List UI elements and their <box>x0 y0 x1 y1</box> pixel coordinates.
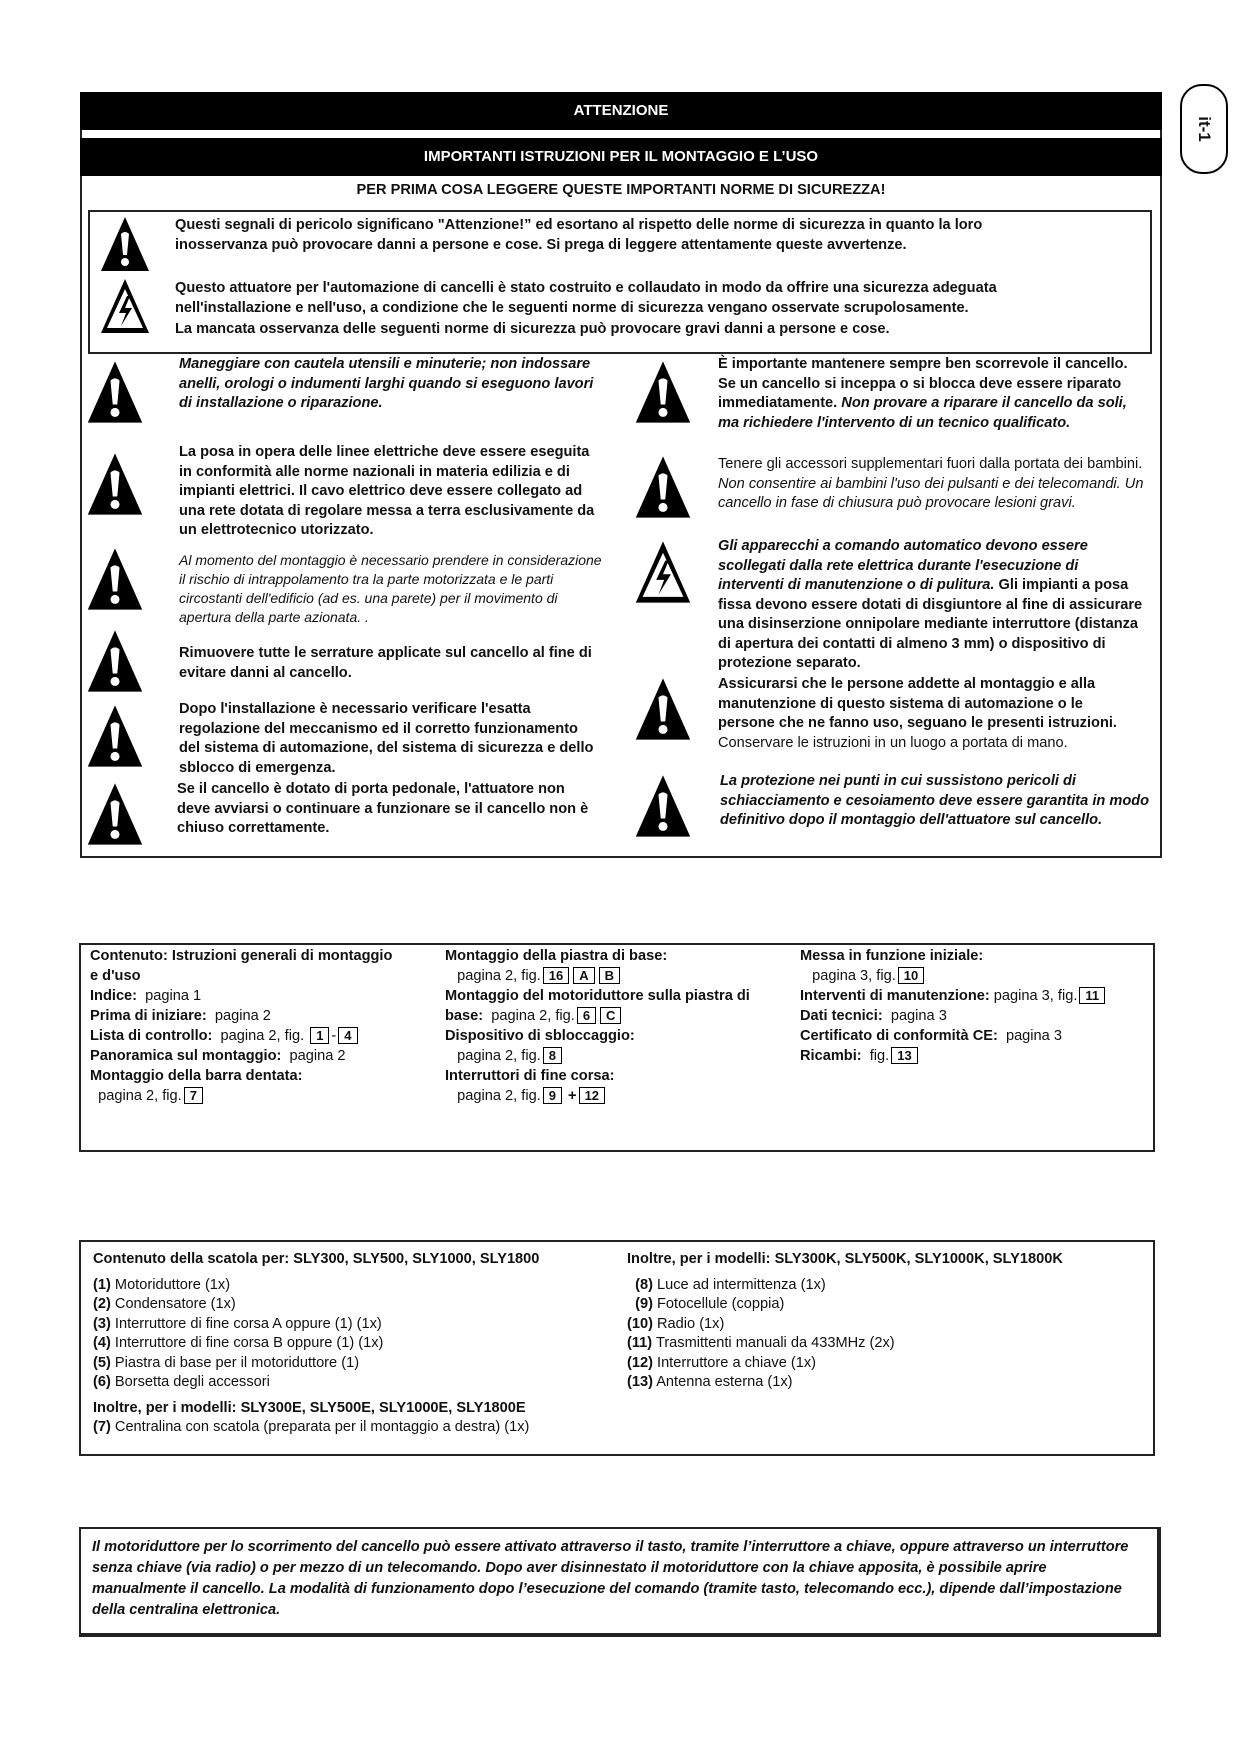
right-warning-3a: Gli apparecchi a comando automatico devono essere scollegati dalla rete elettrica durante l'esecuzione di interventi di manutenzione o di pulitura. <box>718 538 1088 593</box>
toc-entry-messa[interactable]: Messa in funzione iniziale: <box>800 948 984 964</box>
figure-ref: C <box>600 1007 621 1024</box>
warning-icon <box>85 545 145 613</box>
right-warning-1 <box>718 355 1148 433</box>
page-number: it-1 <box>1195 116 1214 142</box>
contents-column-2 <box>445 946 750 1106</box>
figure-ref: B <box>599 967 620 984</box>
left-warning-2: La posa in opera delle linee elettriche deve essere eseguita in conformità alle norme nazionali in materia edilizia e di impianti elettrici. Il cavo elettrico deve essere collegato ad una rete dotata di regolare messa a terra esclusivamente da un elettrotecnico utorizzato. <box>179 444 595 538</box>
intro-paragraph-1: Questi segnali di pericolo significano "Attenzione!” ed esortano al rispetto delle norme di sicurezza in quanto la loro inosservanza può provocare danni a persone e cose. Si prega di leggere attentamente queste avvertenze. <box>175 217 983 253</box>
read-first-heading: PER PRIMA COSA LEGGERE QUESTE IMPORTANTI NORME DI SICUREZZA! <box>356 182 886 198</box>
toc-entry-indice[interactable]: Indice: pagina 1 <box>90 988 202 1004</box>
contents-column-1 <box>90 946 392 1106</box>
list-item: (12) Interruttore a chiave (1x) <box>627 1354 816 1371</box>
figure-ref: 7 <box>184 1087 203 1104</box>
list-item: (1) Motoriduttore (1x) <box>93 1276 231 1293</box>
left-warning-4: Rimuovere tutte le serrature applicate sul cancello al fine di evitare danni al cancello. <box>179 645 592 681</box>
toc-entry-piastra[interactable]: Montaggio della piastra di base: <box>445 948 668 964</box>
warning-icon <box>633 453 693 521</box>
toc-entry-lista[interactable]: Lista di controllo: pagina 2, fig. 1 - 4 <box>90 1026 392 1046</box>
toc-entry-barra[interactable]: Montaggio della barra dentata: <box>90 1068 303 1084</box>
figure-ref: 4 <box>338 1027 357 1044</box>
figure-ref: 11 <box>1079 987 1105 1004</box>
list-item: (5) Piastra di base per il motoriduttore (1) <box>93 1354 360 1371</box>
electrical-hazard-icon <box>99 276 151 336</box>
operation-note: Il motoriduttore per lo scorrimento del cancello può essere attivato attraverso il tasto, tramite l’interruttore a chiave, oppure attraverso un interruttore senza chiave (via radio) o per mezzo di un telecomando. Dopo aver disinnestato il motoriduttore con la chiave apposita, è possibile aprire manualmente il cancello. La modalità di funzionamento dopo l’esecuzione del comando (tramite tasto, telecomando ecc.), dipende dall’impostazione della centralina elettronica. <box>92 1539 1129 1618</box>
figure-ref: 10 <box>898 967 924 984</box>
list-item: (9) Fotocellule (coppia) <box>635 1296 785 1312</box>
list-item: (4) Interruttore di fine corsa B oppure (1) (1x) <box>93 1335 384 1351</box>
left-warning-1: Maneggiare con cautela utensili e minuterie; non indossare anelli, orologi o indumenti larghi quando si eseguono lavori di installazione o riparazione. <box>179 356 594 411</box>
right-warning-2a: Tenere gli accessori supplementari fuori dalla portata dei bambini. <box>718 456 1143 472</box>
right-warning-4b: Conservare le istruzioni in un luogo a portata di mano. <box>718 734 1068 751</box>
figure-ref: 16 <box>543 967 569 984</box>
toc-entry-messa-page: pagina 3, fig. 10 <box>800 966 1107 986</box>
contents-title-line2: e d'uso <box>90 968 141 984</box>
list-item: (10) Radio (1x) <box>627 1315 725 1332</box>
toc-entry-certificato[interactable]: Certificato di conformità CE: pagina 3 <box>800 1028 1062 1044</box>
box-contents-right <box>627 1250 1063 1393</box>
left-warning-3: Al momento del montaggio è necessario prendere in considerazione il rischio di intrappolamento tra la parte motorizzata e le parti circostanti dell'edificio (ad es. una parete) per il movimento di apertura della parte azionata. . <box>179 552 602 625</box>
left-warning-5: Dopo l'installazione è necessario verificare l'esatta regolazione del meccanismo ed il corretto funzionamento del sistema di automazione, del sistema di sicurezza e dello sblocco di emergenza. <box>179 701 594 776</box>
right-warning-2b: Non consentire ai bambini l'uso dei pulsanti e dei telecomandi. Un cancello in fase di chiusura può provocare lesioni gravi. <box>718 475 1144 511</box>
toc-entry-manutenzione[interactable]: Interventi di manutenzione: pagina 3, fig. 11 <box>800 986 1107 1006</box>
list-item: (6) Borsetta degli accessori <box>93 1374 270 1390</box>
warning-icon <box>85 450 145 518</box>
warning-icon <box>633 358 693 426</box>
figure-ref: 6 <box>577 1007 596 1024</box>
toc-entry-panoramica[interactable]: Panoramica sul montaggio: pagina 2 <box>90 1048 346 1064</box>
toc-entry-fine-corsa[interactable]: Interruttori di fine corsa: <box>445 1068 615 1084</box>
list-item: (11) Trasmittenti manuali da 433MHz (2x) <box>627 1335 895 1351</box>
list-item: (2) Condensatore (1x) <box>93 1296 236 1312</box>
right-warning-3 <box>718 537 1148 674</box>
electrical-hazard-icon <box>633 538 693 606</box>
box-contents-left <box>93 1250 539 1438</box>
right-warning-4 <box>718 675 1138 753</box>
attention-title: ATTENZIONE <box>573 102 669 119</box>
intro-paragraph-2: Questo attuatore per l'automazione di cancelli è stato costruito e collaudato in modo da offrire una sicurezza adeguata nell'installazione e nell'uso, a condizione che le seguenti norme di sicurezza vengano osservate scrupolosamente. <box>175 280 997 316</box>
important-title: IMPORTANTI ISTRUZIONI PER IL MONTAGGIO E L’USO <box>423 148 819 165</box>
warning-icon <box>633 772 693 840</box>
toc-entry-barra-page: pagina 2, fig. 7 <box>90 1086 392 1106</box>
warning-icon <box>85 627 145 695</box>
right-warning-4a: Assicurarsi che le persone addette al montaggio e alla manutenzione di questo sistema di automazione o le persone che ne fanno uso, seguano le presenti istruzioni. <box>718 676 1117 731</box>
page-number-tab <box>1180 84 1228 174</box>
figure-ref: A <box>573 967 594 984</box>
warning-icon <box>85 780 145 848</box>
warning-icon <box>633 675 693 743</box>
contents-column-3 <box>800 946 1107 1066</box>
toc-entry-motoriduttore[interactable]: Montaggio del motoriduttore sulla piastra di <box>445 988 750 1004</box>
warning-icon <box>85 702 145 770</box>
k-models-title: Inoltre, per i modelli: SLY300K, SLY500K, SLY1000K, SLY1800K <box>627 1251 1063 1267</box>
toc-entry-piastra-page: pagina 2, fig. 16 A B <box>445 966 750 986</box>
toc-entry-fine-corsa-page: pagina 2, fig. 9 + 12 <box>445 1086 750 1106</box>
box-contents-title: Contenuto della scatola per: SLY300, SLY500, SLY1000, SLY1800 <box>93 1251 540 1267</box>
toc-entry-sbloccaggio[interactable]: Dispositivo di sbloccaggio: <box>445 1028 635 1044</box>
toc-entry-motoriduttore-page: base: pagina 2, fig. 6 C <box>445 1006 750 1026</box>
list-item: (7) Centralina con scatola (preparata per il montaggio a destra) (1x) <box>93 1419 530 1435</box>
figure-ref: 12 <box>579 1087 605 1104</box>
toc-entry-ricambi[interactable]: Ricambi: fig. 13 <box>800 1046 1107 1066</box>
toc-entry-prima[interactable]: Prima di iniziare: pagina 2 <box>90 1008 271 1024</box>
figure-ref: 13 <box>891 1047 917 1064</box>
list-item: (8) Luce ad intermittenza (1x) <box>635 1276 826 1293</box>
right-warning-2 <box>718 455 1148 514</box>
figure-ref: 1 <box>310 1027 329 1044</box>
warning-icon <box>99 214 151 274</box>
attention-bar <box>80 92 1162 130</box>
right-warning-1b: Non provare a riparare il cancello da soli, ma richiedere l'intervento di un tecnico qualificato. <box>718 395 1127 431</box>
list-item: (13) Antenna esterna (1x) <box>627 1374 793 1390</box>
right-warning-3b: Gli impianti a posa fissa devono essere dotati di disgiuntore al fine di assicurare una disinserzione onnipolare mediante interruttore (distanza di apertura dei contatti di almeno 3 mm) o dispositivo di protezione separato. <box>718 577 1143 671</box>
e-models-title: Inoltre, per i modelli: SLY300E, SLY500E, SLY1000E, SLY1800E <box>93 1399 526 1416</box>
right-warning-5: La protezione nei punti in cui sussistono pericoli di schiacciamento e cesoiamento deve essere garantita in modo definitivo dopo il montaggio dell'attuatore sul cancello. <box>720 773 1150 828</box>
contents-title-line1: Contenuto: Istruzioni generali di montaggio <box>90 948 393 964</box>
intro-paragraph-3: La mancata osservanza delle seguenti norme di sicurezza può provocare gravi danni a persone e cose. <box>175 321 890 337</box>
list-item: (3) Interruttore di fine corsa A oppure (1) (1x) <box>93 1315 382 1332</box>
important-bar <box>80 138 1162 176</box>
figure-ref: 8 <box>543 1047 562 1064</box>
warning-icon <box>85 358 145 426</box>
figure-ref: 9 <box>543 1087 562 1104</box>
left-warning-6: Se il cancello è dotato di porta pedonale, l'attuatore non deve avviarsi o continuare a funzionare se il cancello non è chiuso correttamente. <box>177 781 589 836</box>
toc-entry-dati[interactable]: Dati tecnici: pagina 3 <box>800 1008 947 1024</box>
toc-entry-sbloccaggio-page: pagina 2, fig. 8 <box>445 1046 750 1066</box>
right-warning-1a: È importante mantenere sempre ben scorrevole il cancello. Se un cancello si inceppa o si blocca deve essere riparato immediatamente. <box>718 356 1128 411</box>
